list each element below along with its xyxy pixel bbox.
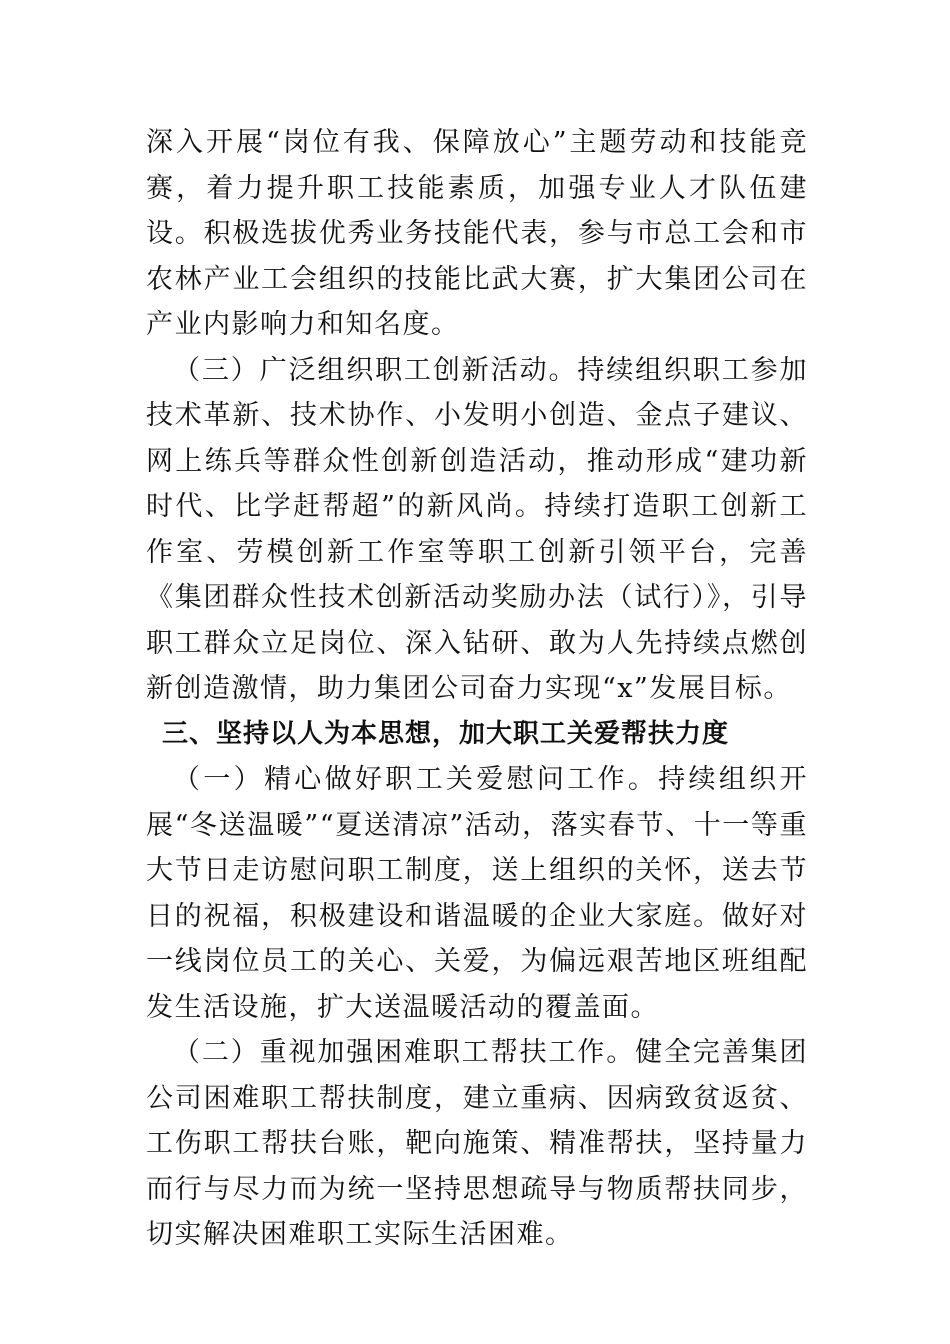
section-heading: 三、坚持以人为本思想，加大职工关爱帮扶力度 — [162, 718, 730, 749]
paragraph-innovation-activities: （三）广泛组织职工创新活动。持续组织职工参加技术革新、技术协作、小发明小创造、金点子建议、网上练兵等群众性创新创造活动，推动形成“建功新时代、比学赶帮超”的新风尚。持续打造职工创新工作室、劳模创新工作室等职工创新引领平台，完善《集团群众性技术创新活动奖励办法（试行）》，引导职工群众立足岗位、深入钻研、敢为人先持续点燃创新创造激情，助力集团公司奋力实现“x”发展目标。 — [146, 354, 808, 704]
paragraph-hardship-assistance: （二）重视加强困难职工帮扶工作。健全完善集团公司困难职工帮扶制度，建立重病、因病致贫返贫、工伤职工帮扶台账，靶向施策、精准帮扶，坚持量力而行与尽力而为统一坚持思想疏导与物质帮扶同步，切实解决困难职工实际生活困难。 — [146, 1037, 808, 1250]
document-body — [146, 120, 808, 1258]
paragraph-skills-competition: 深入开展“岗位有我、保障放心”主题劳动和技能竞赛，着力提升职工技能素质，加强专业人才队伍建设。积极选拔优秀业务技能代表，参与市总工会和市农林产业工会组织的技能比武大赛，扩大集团公司在产业内影响力和知名度。 — [146, 127, 808, 340]
paragraph-care-visits: （一）精心做好职工关爱慰问工作。持续组织开展“冬送温暖”“夏送清凉”活动，落实春节、十一等重大节日走访慰问职工制度，送上组织的关怀，送去节日的祝福，积极建设和谐温暖的企业大家庭。做好对一线岗位员工的关心、关爱，为偏远艰苦地区班组配发生活设施，扩大送温暖活动的覆盖面。 — [146, 764, 808, 1023]
